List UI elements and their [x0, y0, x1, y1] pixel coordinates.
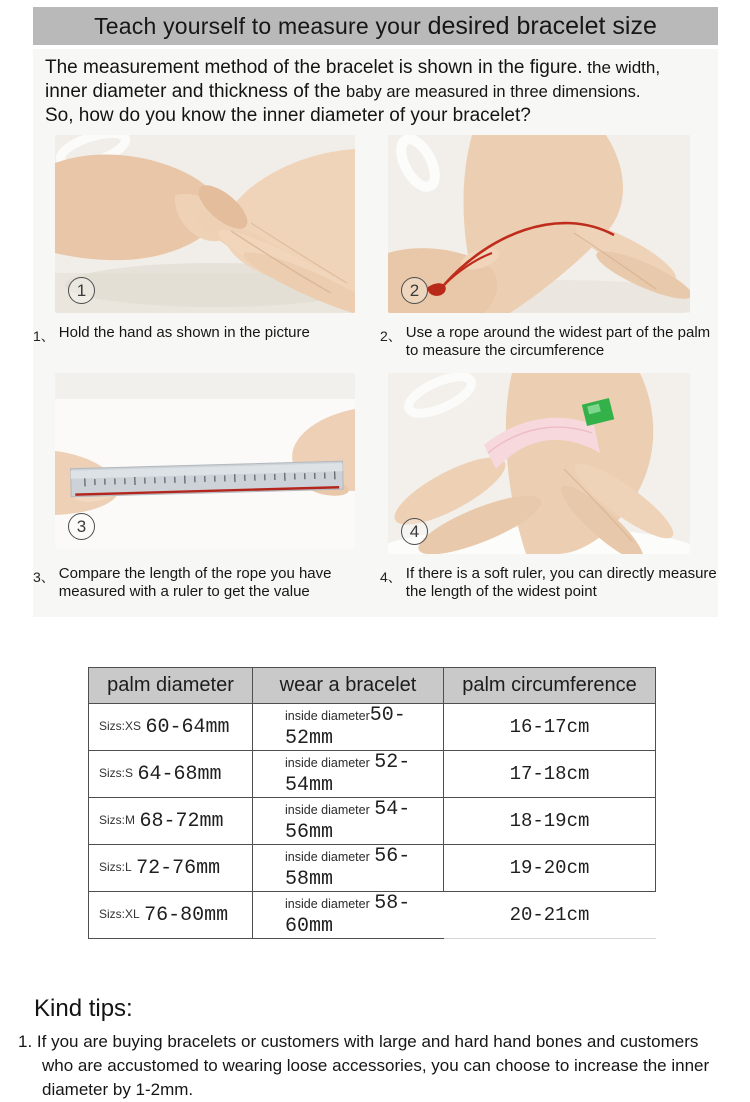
size-label: Sizs:M	[99, 812, 135, 827]
step-1-number: 1、	[33, 328, 55, 344]
inner-value: 50-52mm	[285, 704, 406, 750]
table-row-xs	[89, 704, 656, 751]
step-4-caption: 4、 If there is a soft ruler, you can directly measure the length of the widest point	[380, 565, 717, 600]
step-photo-4	[388, 373, 690, 554]
table-row-s	[89, 751, 656, 798]
step-3-number-badge: 3	[68, 513, 95, 540]
inner-value: 58-60mm	[285, 892, 411, 938]
circumference-value: 20-21cm	[509, 904, 590, 926]
step-3-caption: 3、 Compare the length of the rope you have measured with a ruler to get the value	[33, 565, 332, 600]
kind-tips-heading: Kind tips:	[34, 995, 133, 1022]
step-3-number: 3、	[33, 569, 55, 585]
step-photo-3	[55, 373, 355, 549]
inside-diameter-label: inside diameter	[285, 850, 370, 864]
intro-text	[33, 54, 718, 135]
step-1-number-badge: 1	[68, 277, 95, 304]
caption-row-1	[33, 313, 718, 373]
size-label: Sizs:L	[99, 859, 132, 874]
circumference-value: 17-18cm	[509, 763, 590, 785]
size-label: Sizs:S	[99, 765, 134, 780]
step-2-number: 2、	[380, 328, 402, 344]
header-wear-a-bracelet: wear a bracelet	[253, 668, 444, 704]
inside-diameter-label: inside diameter	[285, 897, 370, 911]
page-title-part2: desired bracelet size	[427, 12, 657, 40]
table-row-xl	[89, 892, 656, 939]
caption-row-2	[33, 554, 718, 603]
step-4-number-badge: 4	[401, 518, 428, 545]
diameter-value: 76-80mm	[144, 903, 229, 927]
circumference-value: 16-17cm	[509, 716, 590, 738]
ruler-measuring-photo	[55, 373, 355, 549]
instruction-panel	[33, 49, 718, 617]
photo-row-2	[33, 373, 718, 554]
step-2-caption: 2、 Use a rope around the widest part of the palm to measure the circumference	[380, 324, 711, 359]
step-photo-1	[55, 135, 355, 313]
circumference-value: 19-20cm	[509, 857, 590, 879]
step-2-number-badge: 2	[401, 277, 428, 304]
inner-value: 54-56mm	[285, 798, 411, 844]
size-table	[88, 667, 656, 939]
size-label: Sizs:XS	[99, 718, 142, 733]
inside-diameter-label: inside diameter	[285, 756, 370, 770]
kind-tips-item-1: 1. If you are buying bracelets or customers with large and hard hand bones and customers who are accustomed to wearing loose accessories, you can choose to increase the inner diameter by 1-2mm.	[18, 1032, 710, 1099]
intro-line3: So, how do you know the inner diameter of your bracelet?	[45, 105, 531, 126]
intro-line1: The measurement method of the bracelet is shown in the figure.	[45, 57, 583, 78]
inside-diameter-label: inside diameter	[285, 709, 370, 723]
page-title-part1: Teach yourself to measure your	[94, 13, 428, 39]
intro-line1-tail: the width,	[582, 58, 661, 77]
inner-value: 52-54mm	[285, 751, 411, 797]
header-palm-circumference: palm circumference	[444, 668, 656, 704]
table-row-m	[89, 798, 656, 845]
size-label: Sizs:XL	[99, 906, 140, 921]
intro-line2-tail: baby are measured in three dimensions.	[346, 83, 641, 101]
page-title	[33, 7, 718, 45]
diameter-value: 64-68mm	[137, 762, 222, 786]
header-palm-diameter: palm diameter	[89, 668, 253, 704]
soft-ruler-photo	[388, 373, 690, 554]
rope-around-palm-photo	[388, 135, 690, 313]
size-table-header-row	[89, 668, 656, 704]
step-1-caption: 1、 Hold the hand as shown in the picture	[33, 324, 310, 344]
table-row-l	[89, 845, 656, 892]
diameter-value: 60-64mm	[145, 715, 230, 739]
diameter-value: 68-72mm	[139, 809, 224, 833]
circumference-value: 18-19cm	[509, 810, 590, 832]
kind-tips-section	[18, 995, 730, 1102]
intro-line2: inner diameter and thickness of the	[45, 81, 347, 102]
step-photo-2	[388, 135, 690, 313]
inside-diameter-label: inside diameter	[285, 803, 370, 817]
diameter-value: 72-76mm	[136, 856, 221, 880]
step-4-number: 4、	[380, 569, 402, 585]
photo-row-1	[33, 135, 718, 313]
inner-value: 56-58mm	[285, 845, 411, 891]
hands-folded-photo	[55, 135, 355, 313]
